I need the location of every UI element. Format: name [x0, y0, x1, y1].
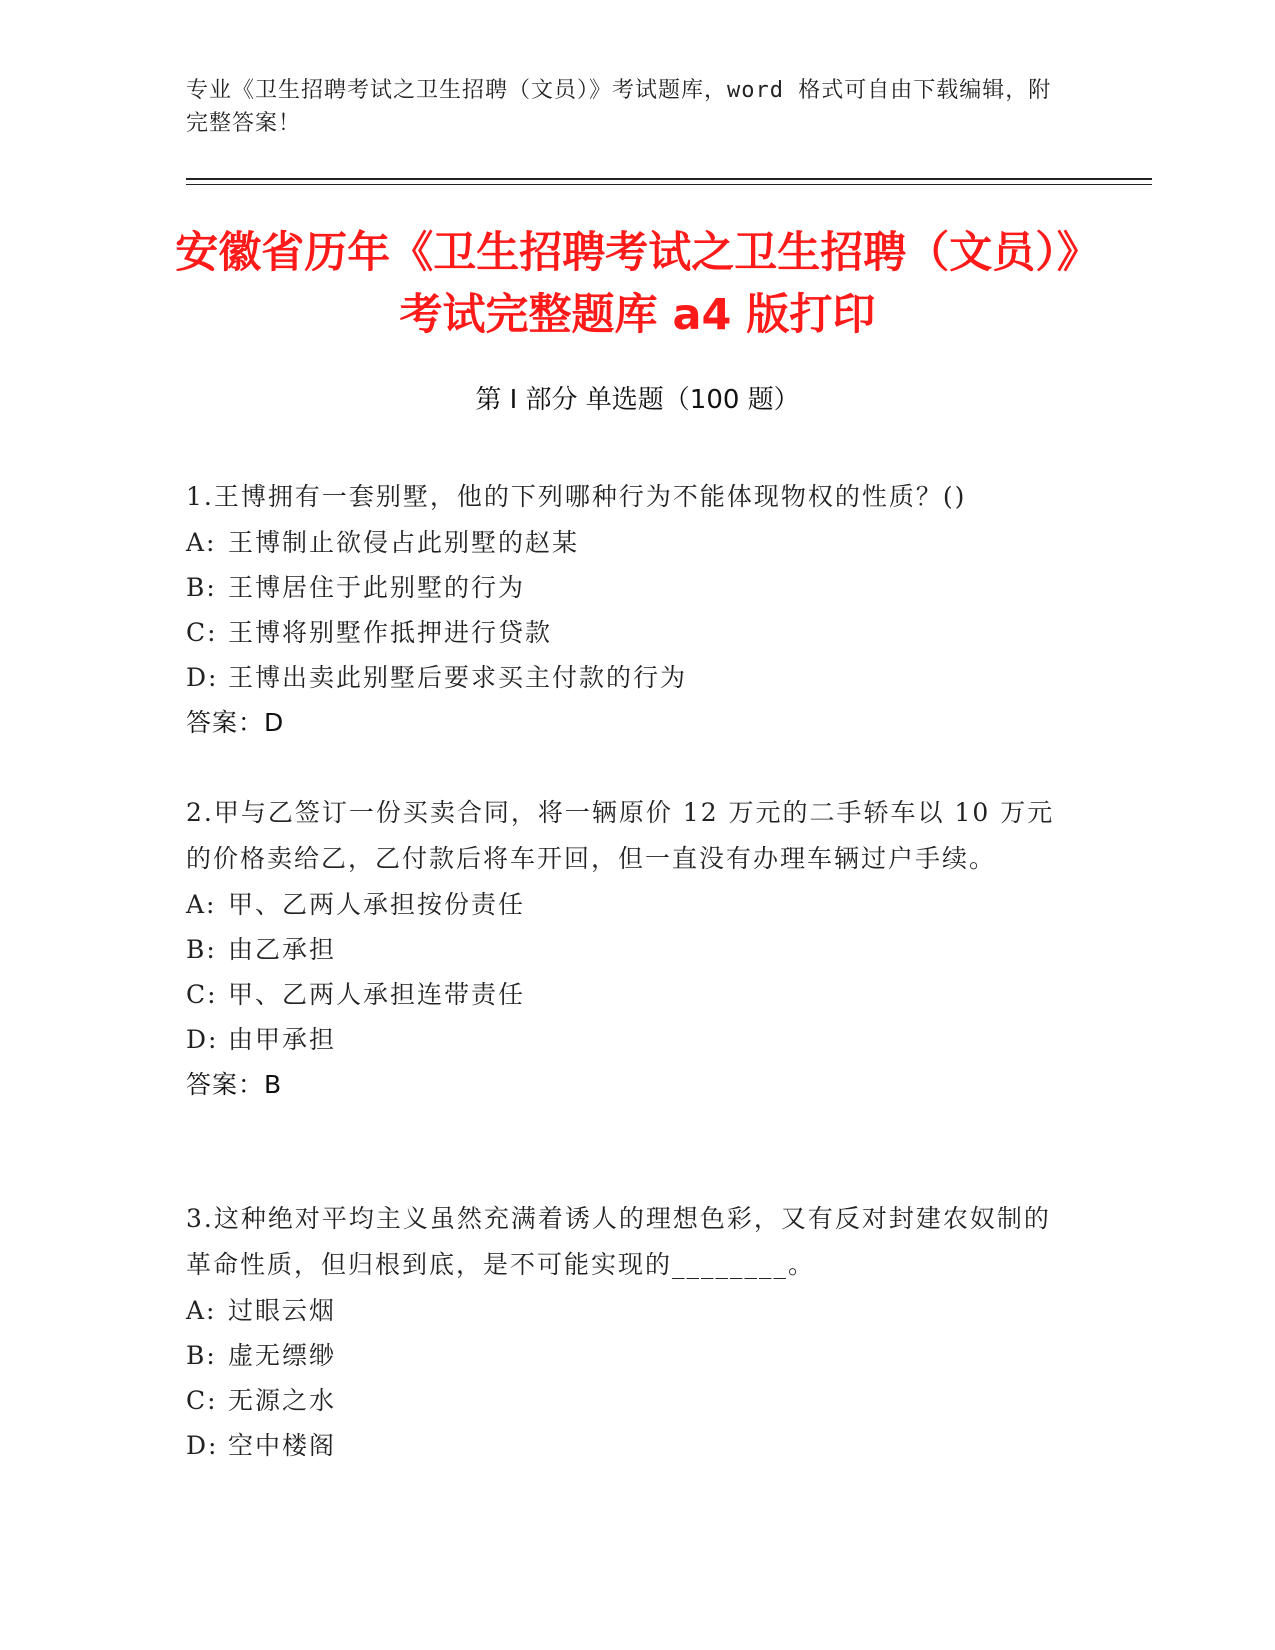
option-key: D:: [186, 1025, 219, 1054]
option-b: [186, 1333, 1066, 1378]
option-text: 王博居住于此别墅的行为: [228, 573, 526, 602]
option-c: [186, 610, 1066, 655]
option-d: [186, 655, 1066, 700]
option-b: [186, 927, 1066, 972]
option-key: C:: [186, 980, 218, 1009]
option-c: [186, 1378, 1066, 1423]
option-key: B:: [186, 573, 217, 602]
option-key: C:: [186, 1386, 218, 1415]
option-key: B:: [186, 1341, 217, 1370]
header-divider-thick: [186, 178, 1152, 180]
question-3: [186, 1196, 1066, 1468]
option-text: 甲、乙两人承担按份责任: [228, 890, 526, 919]
option-b: [186, 565, 1066, 610]
section-heading: 第 I 部分 单选题（100 题）: [475, 385, 800, 415]
header-divider-thin: [186, 184, 1152, 185]
option-d: [186, 1017, 1066, 1062]
option-key: D:: [186, 1431, 219, 1460]
option-text: 过眼云烟: [228, 1296, 337, 1325]
option-key: B:: [186, 935, 217, 964]
option-a: [186, 1288, 1066, 1333]
option-c: [186, 972, 1066, 1017]
option-text: 王博制止欲侵占此别墅的赵某: [228, 528, 580, 557]
option-text: 无源之水: [228, 1386, 337, 1415]
option-text: 由甲承担: [228, 1025, 337, 1054]
option-key: A:: [186, 1296, 217, 1325]
option-text: 王博将别墅作抵押进行贷款: [228, 618, 553, 647]
option-a: [186, 520, 1066, 565]
question-stem: 1.王博拥有一套别墅，他的下列哪种行为不能体现物权的性质？(): [186, 482, 967, 511]
option-text: 甲、乙两人承担连带责任: [228, 980, 526, 1009]
document-title: 安徽省历年《卫生招聘考试之卫生招聘（文员）》考试完整题库 a4 版打印: [175, 228, 1100, 340]
option-key: A:: [186, 528, 217, 557]
option-key: D:: [186, 663, 219, 692]
answer-line: 答案：B: [186, 1070, 283, 1099]
question-stem: 2.甲与乙签订一份买卖合同，将一辆原价 12 万元的二手轿车以 10 万元的价格卖给乙，乙付款后将车开回，但一直没有办理车辆过户手续。: [186, 798, 1055, 873]
question-stem: 3.这种绝对平均主义虽然充满着诱人的理想色彩，又有反对封建农奴制的革命性质，但归根到底，是不可能实现的________。: [186, 1204, 1051, 1279]
option-key: C:: [186, 618, 218, 647]
question-1: [186, 474, 1066, 746]
option-a: [186, 882, 1066, 927]
header-note: 专业《卫生招聘考试之卫生招聘（文员）》考试题库，word 格式可自由下载编辑，附完整答案！: [186, 78, 1052, 136]
option-key: A:: [186, 890, 217, 919]
answer-line: 答案：D: [186, 708, 285, 737]
option-text: 虚无缥缈: [228, 1341, 337, 1370]
option-text: 由乙承担: [228, 935, 337, 964]
option-text: 空中楼阁: [228, 1431, 337, 1460]
option-d: [186, 1423, 1066, 1468]
option-text: 王博出卖此别墅后要求买主付款的行为: [228, 663, 688, 692]
question-2: [186, 790, 1066, 1108]
